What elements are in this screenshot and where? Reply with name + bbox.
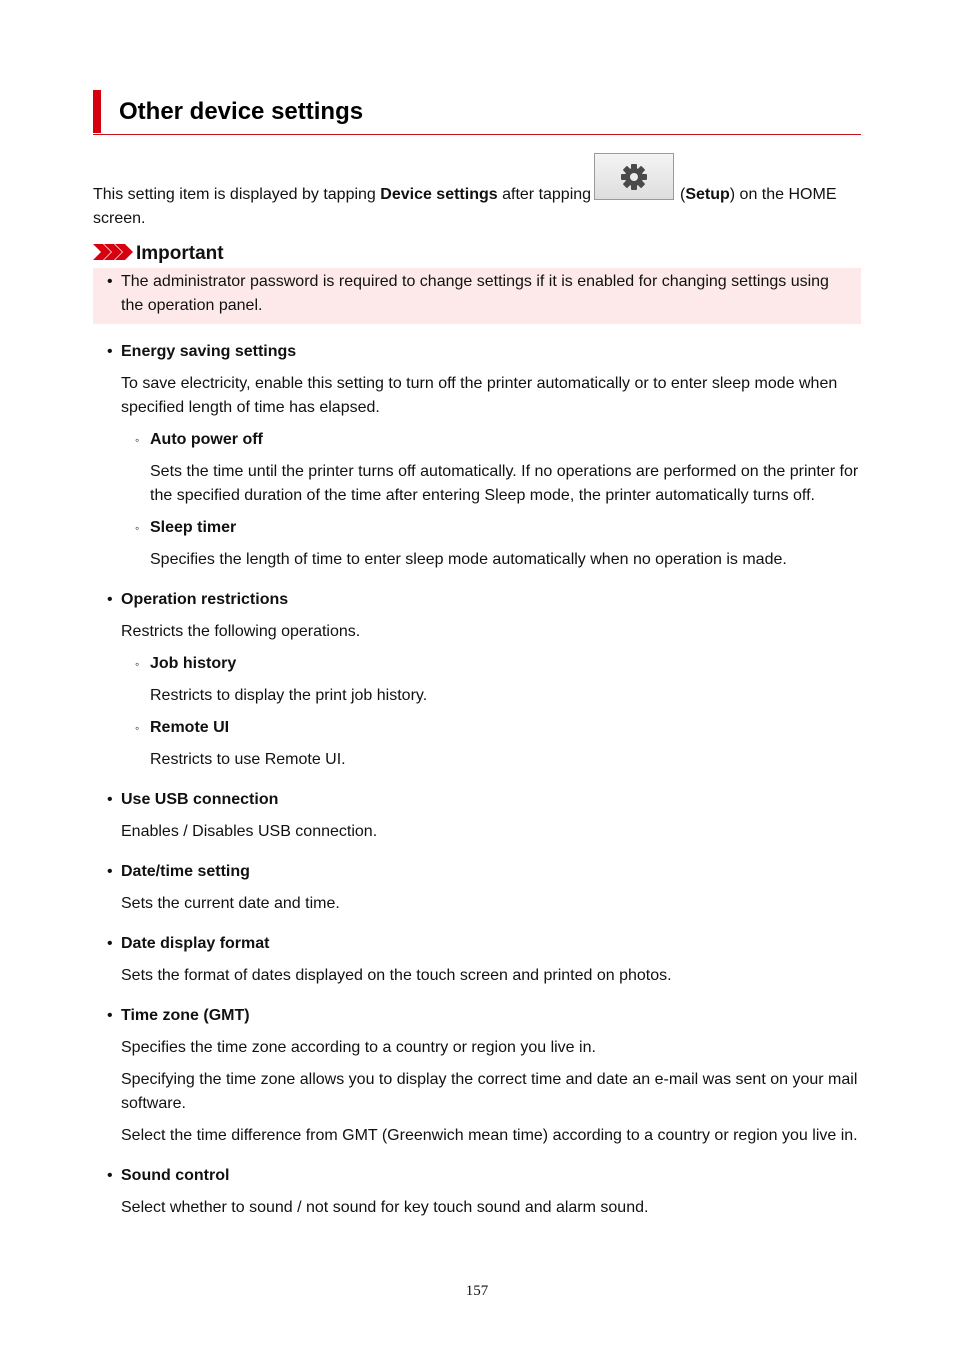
item-description: Sets the current date and time. [121,895,340,912]
sub-bullet: ◦ [135,721,140,735]
sub-item-title: Sleep timer [150,519,237,536]
item-description: Select whether to sound / not sound for key touch sound and alarm sound. [121,1199,649,1216]
item-description: Specifies the time zone according to a country or region you live in. [121,1039,596,1056]
intro-line2: screen. [93,210,146,227]
document-page [93,90,861,1216]
sub-bullet: ◦ [135,433,140,447]
bullet: • [107,1007,113,1024]
item-title: Time zone (GMT) [121,1007,250,1024]
intro-bold-device-settings: Device settings [380,186,498,203]
item-title: Date/time setting [121,863,250,880]
item-description: Sets the format of dates displayed on the touch screen and printed on photos. [121,967,672,984]
item-title: Energy saving settings [121,343,297,360]
sub-item-job-history [121,652,861,708]
sub-item-auto-power-off [121,428,861,508]
list-item-energy-saving [93,340,861,572]
item-description: Enables / Disables USB connection. [121,823,378,840]
list-item-usb [93,788,861,844]
intro-paren: ( [680,186,686,203]
list-item-time-zone [93,1004,861,1148]
list-item-date-time [93,860,861,916]
sub-item-title: Remote UI [150,719,230,736]
sub-item-title: Job history [150,655,237,672]
sub-bullet: ◦ [135,521,140,535]
item-title: Date display format [121,935,270,952]
sub-item-description: Specifies the length of time to enter sleep mode automatically when no operation is made. [150,551,787,568]
item-title: Sound control [121,1167,230,1184]
intro-text-middle: after tapping [497,186,592,203]
bullet: • [107,791,113,808]
sub-item-title: Auto power off [150,431,263,448]
bullet: • [107,343,113,360]
important-label: Important [136,243,224,264]
intro-text-after: ) on the HOME [729,186,837,203]
title-accent-bar [93,90,101,133]
important-notice [93,240,861,324]
intro-line1-end [680,183,836,207]
sub-item-description: Sets the time until the printer turns off automatically. If no operations are performed on the printer for the specified duration of the time after entering Sleep mode, the printer automatically turns off. [150,463,859,504]
bullet: • [107,1167,113,1184]
settings-list [93,340,861,1236]
list-item-operation-restrictions [93,588,861,772]
item-description: Specifying the time zone allows you to display the correct time and date an e-mail was sent on your mail software. [121,1071,858,1112]
sub-item-description: Restricts to display the print job history. [150,687,428,704]
intro-paragraph [93,153,861,231]
gear-icon [619,162,649,192]
bullet: • [107,863,113,880]
important-box [93,268,861,324]
setup-button-image [594,153,674,200]
item-title: Use USB connection [121,791,279,808]
section-header [93,90,861,135]
list-item-date-format [93,932,861,988]
item-description: Select the time difference from GMT (Greenwich mean time) according to a country or region you live in. [121,1127,858,1144]
list-item-sound-control [93,1164,861,1220]
bullet: • [107,273,113,290]
page-title: Other device settings [119,98,364,125]
sub-bullet: ◦ [135,657,140,671]
intro-line1 [93,183,591,207]
page-number: 157 [465,1283,489,1299]
intro-text-before: This setting item is displayed by tapping [93,186,381,203]
important-text: The administrator password is required to change settings if it is enabled for changing settings using the operation panel. [121,273,829,314]
bullet: • [107,591,113,608]
sub-item-description: Restricts to use Remote UI. [150,751,346,768]
bullet: • [107,935,113,952]
item-title: Operation restrictions [121,591,289,608]
sub-item-sleep-timer [121,516,861,572]
sub-item-remote-ui [121,716,861,772]
item-description: To save electricity, enable this setting to turn off the printer automatically or to enter sleep mode when specified length of time has elapsed. [121,375,838,416]
important-chevrons-icon [93,244,133,260]
intro-bold-setup: Setup [685,186,730,203]
item-description: Restricts the following operations. [121,623,361,640]
